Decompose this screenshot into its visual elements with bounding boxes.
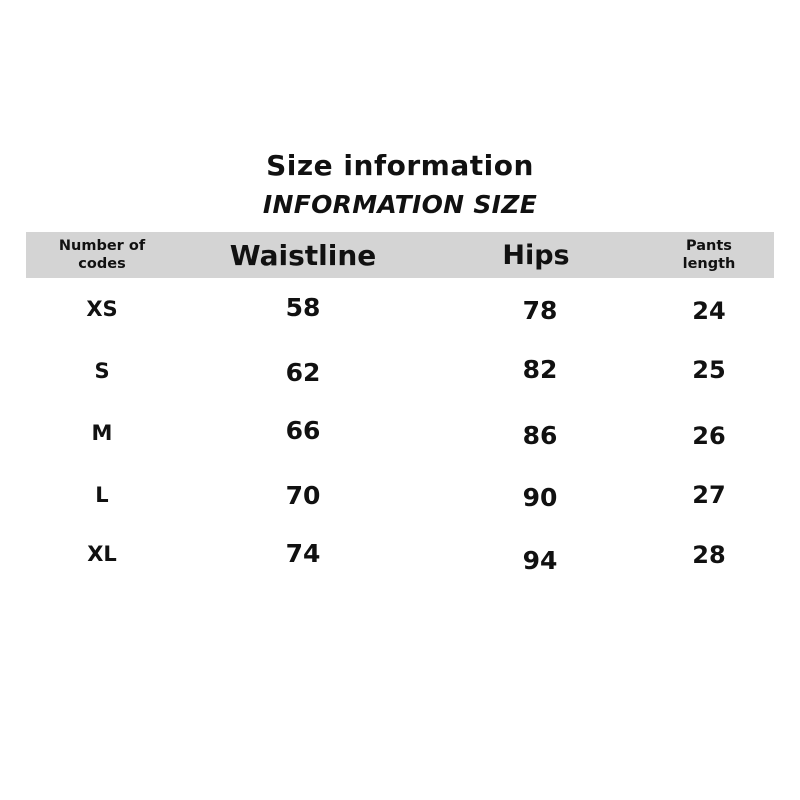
chart-titles [0,0,800,219]
cell-hips: 94 [522,545,558,575]
cell-pants-length: 28 [692,541,726,569]
cell-hips: 78 [522,295,558,325]
cell-waistline: 58 [285,292,321,322]
page-title: Size information [266,149,534,182]
page-subtitle: INFORMATION SIZE [262,190,538,220]
table-header-row [26,232,774,278]
cell-code: XS [86,297,118,321]
column-header-pants-length [644,232,774,278]
table-row [26,278,774,340]
cell-hips: 82 [522,354,558,384]
table-row [26,402,774,464]
table-body [26,278,774,588]
table-row [26,464,774,526]
table-row [26,340,774,402]
cell-pants-length: 27 [692,481,726,509]
cell-waistline: 74 [285,538,321,568]
cell-hips: 86 [522,420,558,450]
size-information-table [26,232,774,588]
cell-code: S [94,359,110,383]
cell-code: XL [87,542,117,566]
column-header-pants-length-line2: length [682,256,736,272]
column-header-number-of-codes-line1: Number of [58,237,146,254]
column-header-number-of-codes [26,232,178,278]
cell-waistline: 62 [285,357,321,387]
table-row [26,526,774,588]
cell-waistline: 70 [285,480,321,510]
column-header-pants-length-line1: Pants [686,237,732,254]
column-header-number-of-codes-line2: codes [78,256,126,272]
cell-hips: 90 [522,482,558,512]
cell-pants-length: 24 [692,297,726,325]
cell-code: L [95,483,109,507]
cell-pants-length: 26 [692,422,726,450]
cell-code: M [91,421,113,445]
column-header-hips: Hips [502,239,570,271]
cell-pants-length: 25 [692,356,726,384]
column-header-waistline: Waistline [229,238,377,272]
cell-waistline: 66 [285,415,321,445]
table-header [26,232,774,278]
